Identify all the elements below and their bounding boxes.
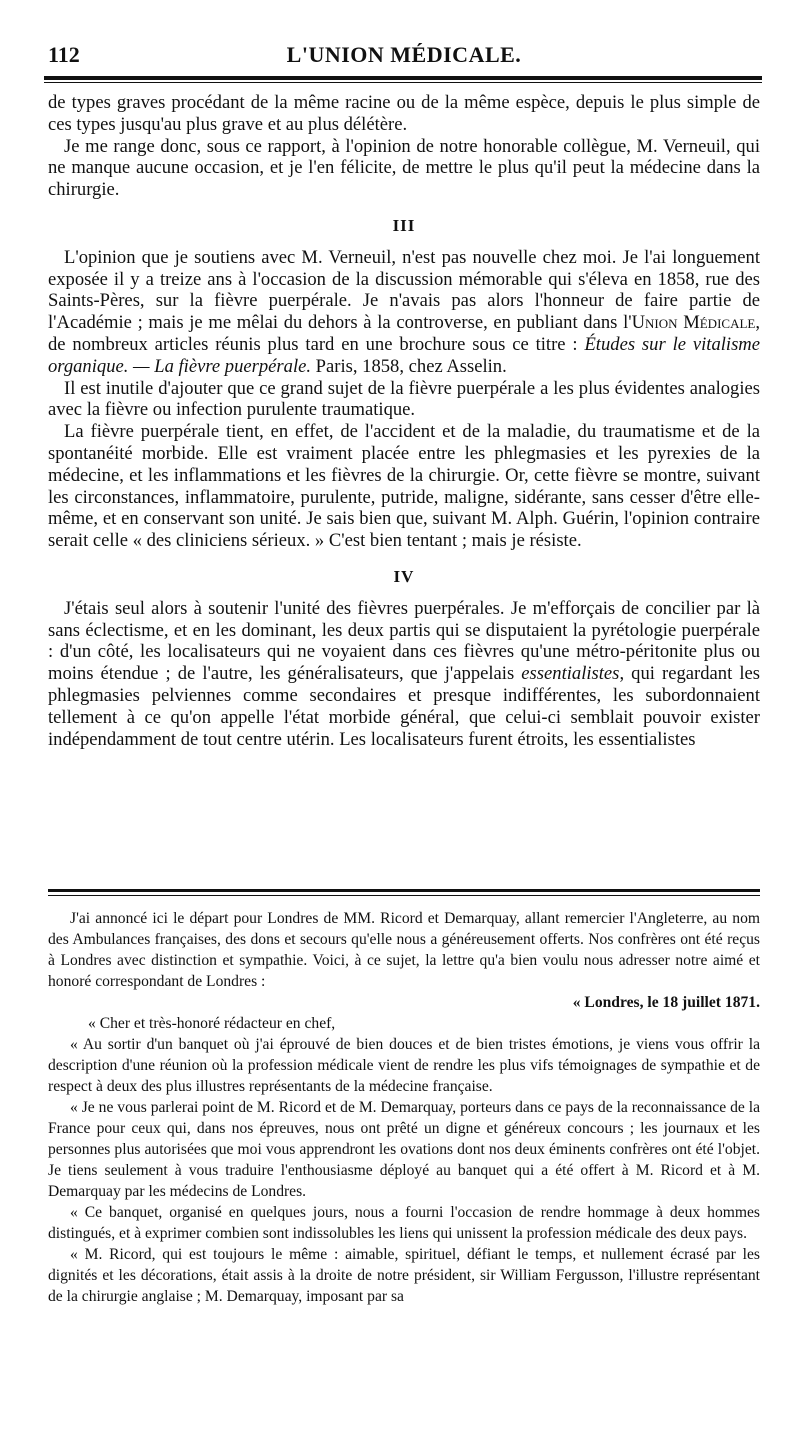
note-paragraph: « M. Ricord, qui est toujours le même : aimable, spirituel, défiant le temps, et nullement écrasé par les dignités et les décorations, était assis à la droite de notre président, sir William Fergusson, l'illustre représentant de la chirurgie anglaise ; M. Demarquay, imposant par sa: [48, 1246, 760, 1305]
section-number: III: [392, 215, 416, 235]
text-run: , qui regardant les phlegmasies pelviennes comme secondaires et presque indifférentes, les subordonnaient tellement à ce qu'on appelle l'état morbide général, que celui-ci semblait pouvoir exister indépendamment de tout centre utérin. Les localisateurs furent étroits, les essentialistes: [48, 663, 760, 750]
section-number: IV: [393, 566, 415, 586]
book-title: Études sur le vitalisme organique. — La fièvre puerpérale.: [48, 333, 760, 377]
page-number: 112: [48, 42, 80, 67]
header-rule-thin: [44, 82, 762, 83]
paragraph: de types graves procédant de la même racine ou de la même espèce, depuis le plus simple de ces types jusqu'au plus grave et au plus délétère.: [48, 92, 760, 135]
header-rule: [44, 76, 762, 80]
text-run: L'opinion que je soutiens avec M. Verneuil, n'est pas nouvelle chez moi. Je l'ai longuement exposée il y a treize ans à l'occasion de la discussion mémorable qui s'éleva en 1858, rue des Saints-Pères, sur la fièvre puerpérale. Je n'avais pas alors l'honneur de faire partie de l'Académie ; mais je me mêlai du dehors à la controverse, en publiant dans l': [48, 246, 760, 334]
paragraph: [48, 598, 760, 751]
running-header: [48, 42, 760, 76]
paragraph: [48, 247, 760, 378]
paragraph: La fièvre puerpérale tient, en effet, de l'accident et de la maladie, du traumatisme et de la spontanéité morbide. Elle est vraiment placée entre les phlegmasies et les pyrexies de la médecine, et les inflammations et les fièvres de la chirurgie. Or, cette fièvre se montre, suivant les circonstances, inflammatoire, purulente, putride, maligne, sidérante, sans cesser d'être elle-même, et en conservant son unité. Je sais bien que, suivant M. Alph. Guérin, l'opinion contraire serait celle « des cliniciens sérieux. » C'est bien tentant ; mais je résiste.: [48, 421, 760, 552]
text-run: Paris, 1858, chez Asselin.: [311, 355, 507, 377]
news-column: [48, 908, 760, 1307]
italic-term: essentialistes: [521, 663, 620, 685]
text-run: J'étais seul alors à soutenir l'unité des fièvres puerpérales. Je m'efforçais de concilier par là sans éclectisme, et en les dominant, les deux partis qui se disputaient la pyrétologie puerpérale : d'un côté, les localisateurs qui ne voyaient dans ces fièvres qu'une métro-péritonite plus ou moins étendue ; de l'autre, les généralisateurs, que j'appelais: [48, 597, 760, 685]
journal-title: L'UNION MÉDICALE.: [286, 42, 522, 67]
journal-name: Union Médicale: [631, 312, 756, 334]
letter-dateline: « Londres, le 18 juillet 1871.: [572, 994, 760, 1011]
note-paragraph: J'ai annoncé ici le départ pour Londres de MM. Ricord et Demarquay, allant remercier l'Angleterre, au nom des Ambulances françaises, des dons et secours qu'elle nous a généreusement offerts. Nos confrères ont été reçus à Londres avec distinction et sympathie. Voici, à ce sujet, la lettre qu'a bien voulu nous adresser notre aimé et honoré correspondant de Londres :: [48, 910, 760, 990]
text-run: , de nombreux articles réunis plus tard en une brochure sous ce titre :: [48, 312, 760, 355]
paragraph: Il est inutile d'ajouter que ce grand sujet de la fièvre puerpérale a les plus évidentes analogies avec la fièvre ou infection purulente traumatique.: [48, 377, 760, 421]
section-rule-thin: [48, 895, 760, 896]
note-paragraph: « Ce banquet, organisé en quelques jours, nous a fourni l'occasion de rendre hommage à deux hommes distingués, et à exprimer combien sont indissolubles les liens qui unissent la profession médicale des deux pays.: [48, 1204, 760, 1242]
letter-salutation: « Cher et très-honoré rédacteur en chef,: [88, 1015, 336, 1032]
section-rule: [48, 889, 760, 892]
main-text: [48, 92, 760, 750]
paragraph: Je me range donc, sous ce rapport, à l'opinion de notre honorable collègue, M. Verneuil, qui ne manque aucune occasion, et je l'en félicite, de mettre le plus qu'il peut la médecine dans la chirurgie.: [48, 135, 760, 201]
note-paragraph: « Au sortir d'un banquet où j'ai éprouvé de bien douces et de bien tristes émotions, je viens vous offrir la description d'une réunion où la profession médicale vient de rendre les plus vifs témoignages de sympathie et de respect à deux des plus illustres représentants de la médecine française.: [48, 1036, 760, 1095]
note-paragraph: « Je ne vous parlerai point de M. Ricord et de M. Demarquay, porteurs dans ce pays de la reconnaissance de la France pour ceux qui, dans nos épreuves, nous ont prêté un digne et généreux concours ; les journaux et les personnes plus autorisées que moi vous apprendront les ovations dont nos deux éminents confrères ont été l'objet. Je tiens seulement à vous traduire l'enthousiasme déployé au banquet qui a été offert à M. Ricord et à M. Demarquay par les médecins de Londres.: [48, 1099, 760, 1200]
